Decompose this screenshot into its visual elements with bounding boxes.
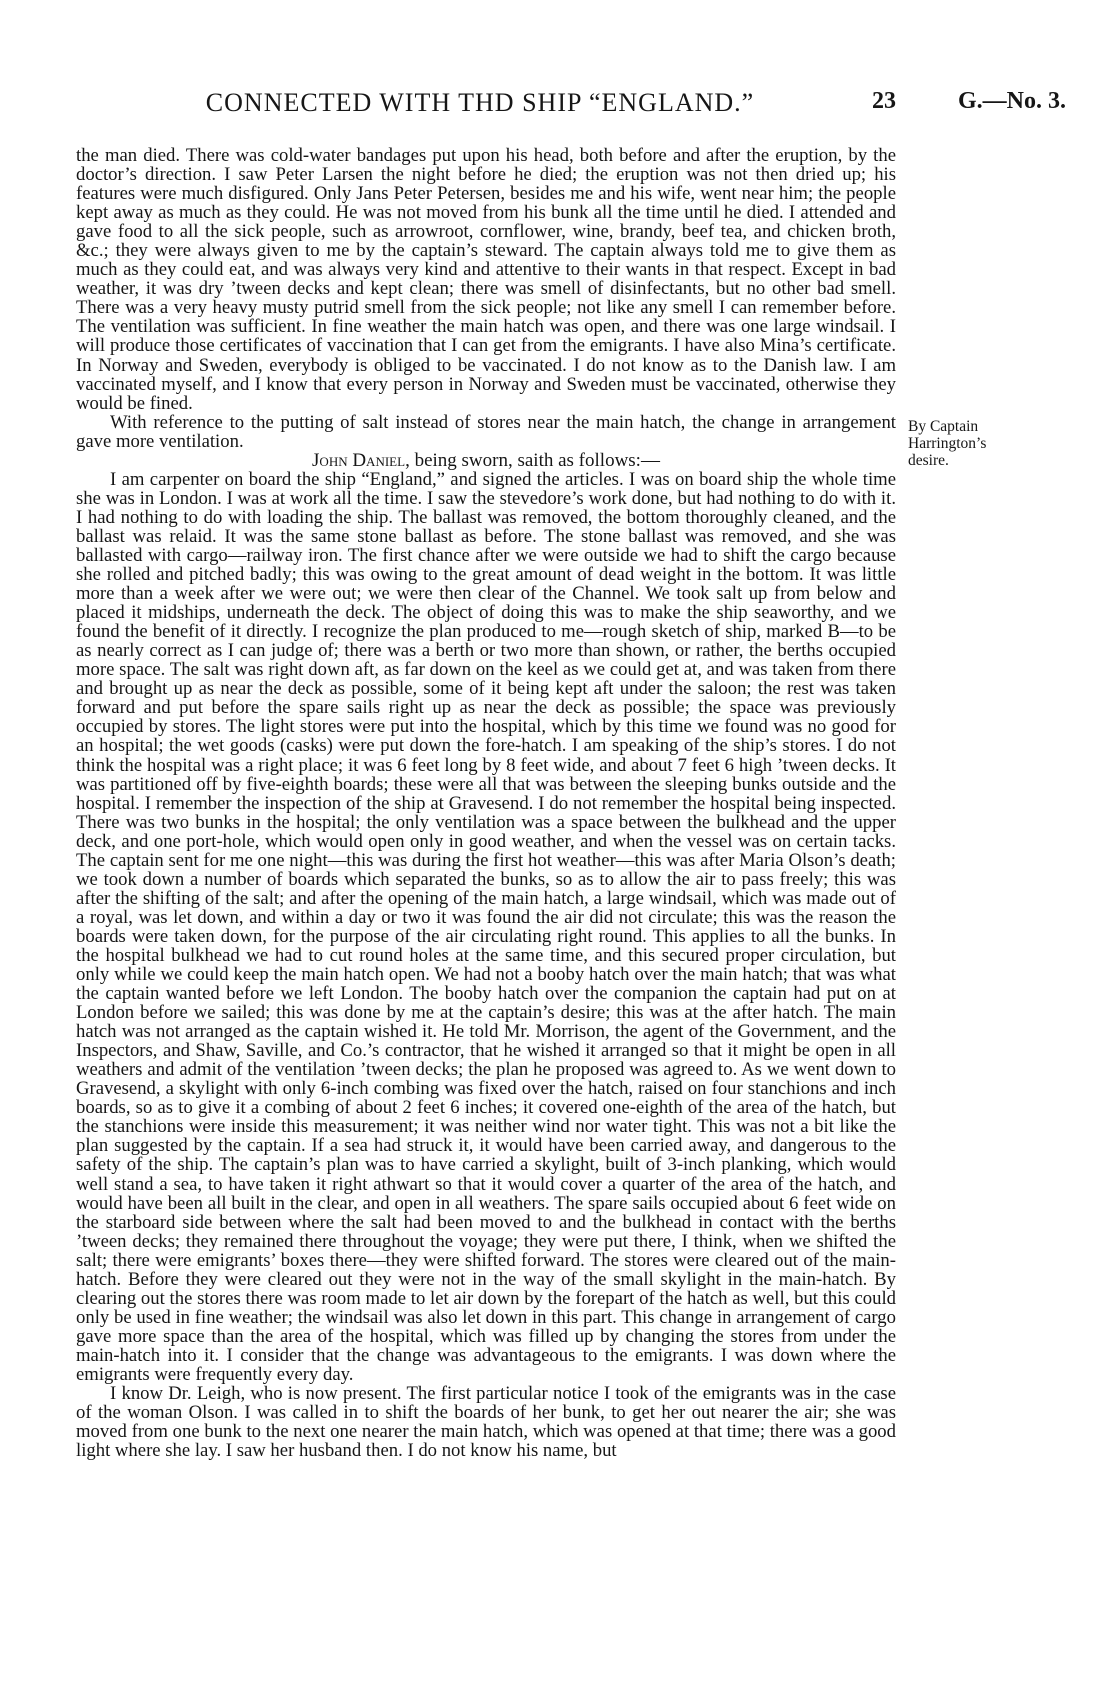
page-header [0,88,1114,128]
witness-oath: , being sworn, saith as follows:— [405,449,660,471]
testimony-paragraph: I am carpenter on board the ship “England,” and signed the articles. I was on board ship the whole time she was in London. I was at work all the time. I saw the stevedore’s work done, but had nothing to do with it. I had nothing to do with loading the ship. The ballast was removed, the bottom thoroughly cleaned, and the ballast was relaid. It was the same stone ballast as before. The stone ballast was removed, and she was ballasted with cargo—railway iron. The first chance after we were outside we had to shift the cargo because she rolled and pitched badly; this was owing to the great amount of dead weight in the bottom. It was little more than a week after we were out; we were then clear of the Channel. We took salt up from below and placed it midships, underneath the deck. The object of doing this was to make the ship seaworthy, and we found the benefit of it directly. I recognize the plan produced to me—rough sketch of ship, marked B—to be as nearly correct as I can judge of; there was a berth or two more than shown, or rather, the berths occupied more space. The salt was right down aft, as far down on the keel as we could get at, and was taken from there and brought up as near the deck as possible, some of it being kept aft under the saloon; the rest was taken forward and put before the spare sails right up as near the deck as possible; the space was previously occupied by stores. The light stores were put into the hospital, which by this time we found was no good for an hospital; the wet goods (casks) were put down the fore-hatch. I am speaking of the ship’s stores. I do not think the hospital was a right place; it was 6 feet long by 8 feet wide, and about 7 feet 6 high ’tween decks. It was partitioned off by five-eighth boards; these were all that was between the sleeping bunks outside and the hospital. I remember the inspection of the ship at Gravesend. I do not remember the hospital being inspected. There was two bunks in the hospital; the only ventilation was a space between the bulkhead and the upper deck, and one port-hole, which would open only in good weather, and when the vessel was on certain tacks. The captain sent for me one night—this was during the first hot weather—this was after Maria Olson’s death; we took down a number of boards which separated the bunks, so as to allow the air to pass freely; this was after the shifting of the salt; and after the opening of the main hatch, a large windsail, which was made out of a royal, was let down, and within a day or two it was found the air did not circulate; this was the reason the boards were taken down, for the purpose of the air circulating right round. This applies to all the bunks. In the hospital bulkhead we had to cut round holes at the same time, and this secured proper circulation, but only while we could keep the main hatch open. We had not a booby hatch over the main hatch; that was what the captain wanted before we left London. The booby hatch over the companion the captain had put on at London before we sailed; this was done by me at the captain’s desire; this was at the after hatch. The main hatch was not arranged as the captain wished it. He told Mr. Morrison, the agent of the Government, and the Inspectors, and Shaw, Saville, and Co.’s contractor, that he wished it arranged so that it might be open in all weathers and admit of the ventilation ’tween decks; the plan he proposed was agreed to. As we went down to Gravesend, a skylight with only 6-inch combing was fixed over the hatch, raised on four stanchions and inch boards, so as to give it a combing of about 2 feet 6 inches; it covered one-eighth of the area of the hatch, but the stanchions were inside this measurement; it was neither wind nor water tight. This was not a bit like the plan suggested by the captain. If a sea had struck it, it would have been carried away, and dangerous to the safety of the ship. The captain’s plan was to have carried a skylight, built of 3-inch planking, which would well stand a sea, to have taken it right athwart so that it would cover a quarter of the area of the hatch, and would have been all built in the clear, and open in all weathers. The spare sails occupied about 6 feet wide on the starboard side between where the salt had been moved to and the bulkhead in contact with the berths ’tween decks; they remained there throughout the voyage; they were put there, I think, when we shifted the salt; there were emigrants’ boxes there—they were shifted forward. The stores were cleared out of the main-hatch. Before they were cleared out they were not in the way of the small skylight in the main-hatch. By clearing out the stores there was room made to let air down by the forepart of the hatch as well, but this could only be used in fine weather; the windsail was also let down in this part. This change in arrangement of cargo gave more space than the area of the hospital, which was filled up by changing the stores from under the main-hatch into it. I consider that the change was advantageous to the emigrants. I was down where the emigrants were frequently every day. [76,468,896,1385]
text-column [76,146,896,1460]
page-number: 23 [872,88,896,114]
marginal-note: By Captain Harrington’s desire. [908,418,987,469]
series-mark: G.—No. 3. [958,88,1066,114]
witness-heading [76,451,896,470]
testimony-paragraph: the man died. There was cold-water bandages put upon his head, both before and after the eruption, by the doctor’s direction. I saw Peter Larsen the night before he died; the eruption was not then dried up; his features were much disfigured. Only Jans Peter Petersen, besides me and his wife, went near him; the people kept away as much as they could. He was not moved from his bunk all the time until he died. I attended and gave food to all the sick people, such as arrowroot, cornflower, wine, brandy, beef tea, and chicken broth, &c.; they were always given to me by the captain’s steward. The captain always told me to give them as much as they could eat, and was always very kind and attentive to their wants in that respect. Except in bad weather, it was dry ’tween decks and kept clean; there was smell of disinfectants, but no other bad smell. There was a very heavy musty putrid smell from the sick people; not like any smell I can remember before. The ventilation was sufficient. In fine weather the main hatch was open, and there was one large windsail. I will produce those certificates of vaccination that I can get from the emigrants. I have also Mina’s certificate. In Norway and Sweden, everybody is obliged to be vaccinated. I do not know as to the Danish law. I am vaccinated myself, and I know that every person in Norway and Sweden must be vaccinated, otherwise they would be fined. [76,145,896,414]
witness-name: John Daniel [312,449,406,471]
running-title: CONNECTED WITH THD SHIP “ENGLAND.” [205,88,755,117]
testimony-paragraph: With reference to the putting of salt instead of stores near the main hatch, the change in arrangement gave more ventilation. [76,411,896,452]
testimony-paragraph: I know Dr. Leigh, who is now present. The first particular notice I took of the emigrants was in the case of the woman Olson. I was called in to shift the boards of her bunk, to get her out nearer the air; she was moved from one bunk to the next one nearer the main hatch, which was opened at that time; there was a good light where she lay. I saw her husband then. I do not know his name, but [76,1383,896,1462]
